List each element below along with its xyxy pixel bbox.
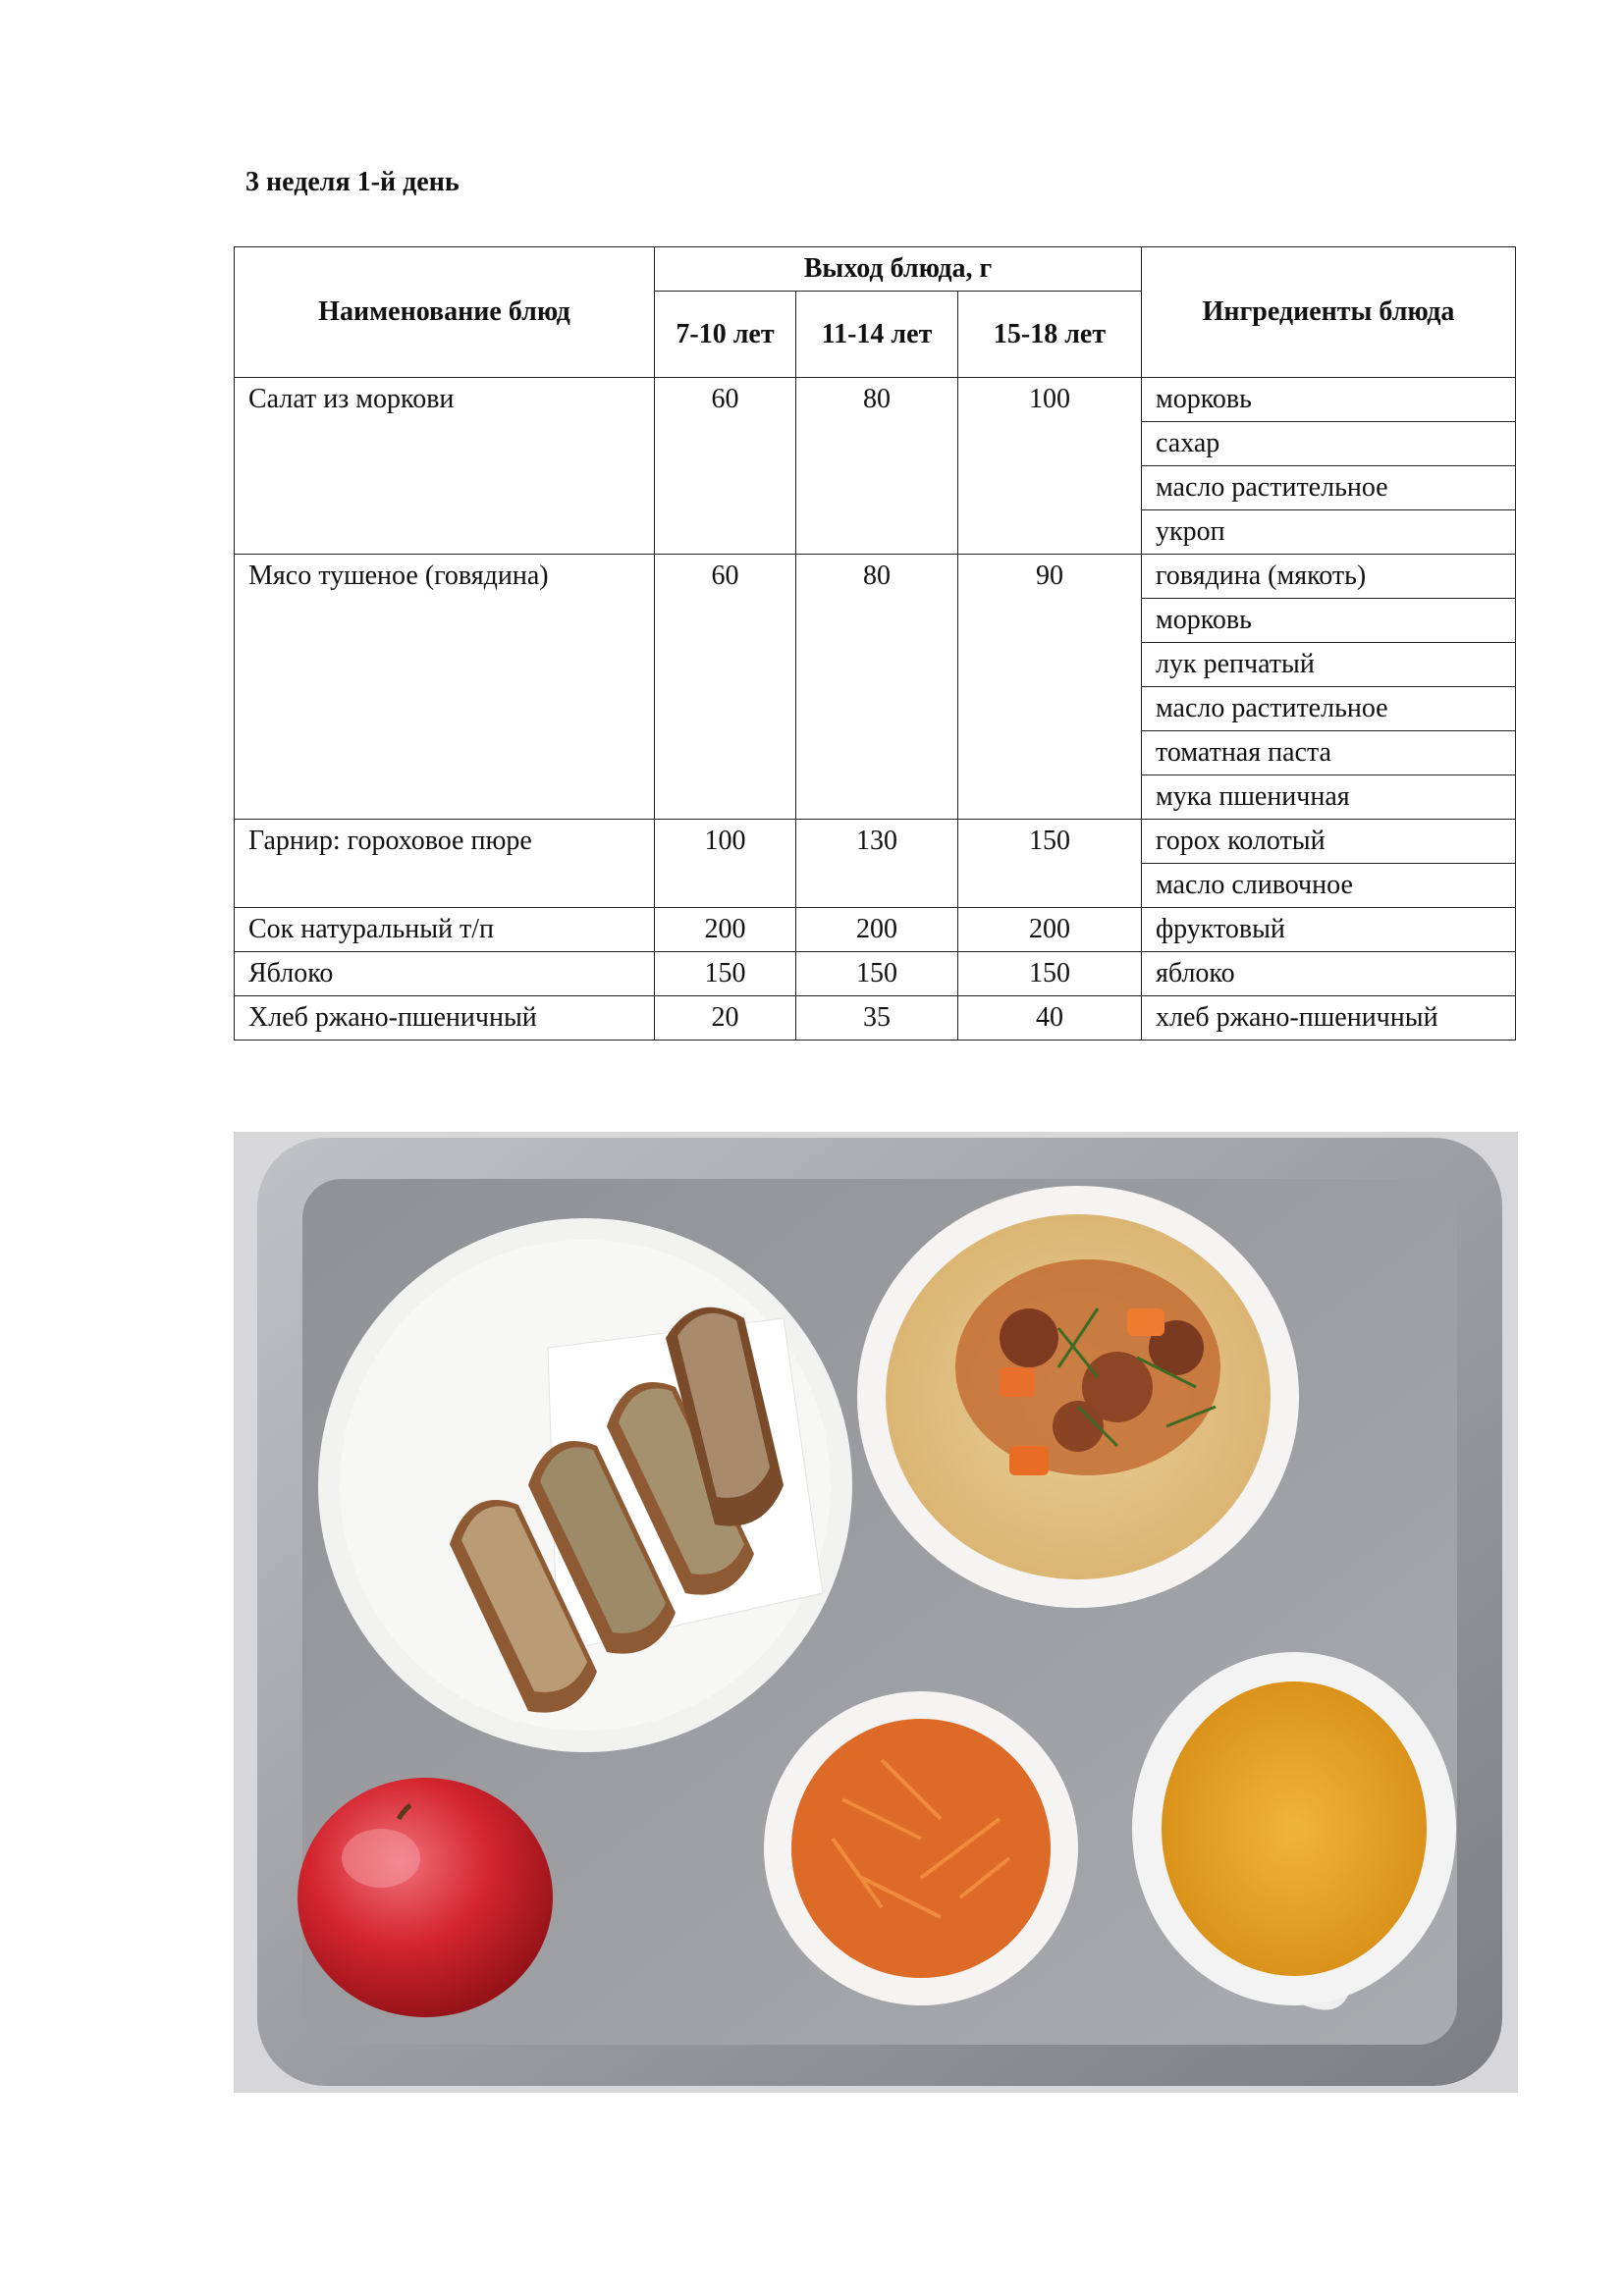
yield-11-14: 200: [796, 908, 958, 952]
yield-15-18: 100: [958, 378, 1142, 555]
header-ingredients: Ингредиенты блюда: [1142, 247, 1516, 378]
yield-11-14: 130: [796, 820, 958, 908]
ingredient: укроп: [1142, 510, 1516, 555]
dish-name: Сок натуральный т/п: [235, 908, 655, 952]
ingredient: масло растительное: [1142, 466, 1516, 510]
yield-15-18: 90: [958, 555, 1142, 820]
yield-7-10: 60: [655, 555, 796, 820]
header-age-7-10: 7-10 лет: [655, 292, 796, 378]
page-title: 3 неделя 1-й день: [245, 167, 460, 197]
yield-15-18: 40: [958, 996, 1142, 1041]
ingredient: хлеб ржано-пшеничный: [1142, 996, 1516, 1041]
salad-bowl: [764, 1691, 1078, 2005]
header-yield: Выход блюда, г: [655, 247, 1142, 292]
ingredient: говядина (мякоть): [1142, 555, 1516, 599]
ingredient: масло растительное: [1142, 687, 1516, 731]
yield-11-14: 80: [796, 378, 958, 555]
dish-name: Хлеб ржано-пшеничный: [235, 996, 655, 1041]
dish-name: Мясо тушеное (говядина): [235, 555, 655, 820]
meal-photo: [234, 1132, 1518, 2093]
table-row: [235, 378, 1516, 422]
ingredient: сахар: [1142, 422, 1516, 466]
header-age-11-14: 11-14 лет: [796, 292, 958, 378]
yield-11-14: 35: [796, 996, 958, 1041]
yield-15-18: 150: [958, 952, 1142, 996]
yield-15-18: 150: [958, 820, 1142, 908]
ingredient: морковь: [1142, 378, 1516, 422]
header-dish-name: Наименование блюд: [235, 247, 655, 378]
table-row: [235, 996, 1516, 1041]
bread-plate: [318, 1218, 852, 1752]
ingredient: мука пшеничная: [1142, 775, 1516, 820]
yield-15-18: 200: [958, 908, 1142, 952]
ingredient: морковь: [1142, 599, 1516, 643]
stew-bowl: [857, 1186, 1299, 1608]
dish-name: Яблоко: [235, 952, 655, 996]
dish-name: Салат из моркови: [235, 378, 655, 555]
apple: [298, 1778, 553, 2017]
yield-11-14: 150: [796, 952, 958, 996]
ingredient: яблоко: [1142, 952, 1516, 996]
ingredient: горох колотый: [1142, 820, 1516, 864]
menu-table: [234, 246, 1516, 1041]
table-row: [235, 555, 1516, 599]
ingredient: лук репчатый: [1142, 643, 1516, 687]
yield-7-10: 100: [655, 820, 796, 908]
header-age-15-18: 15-18 лет: [958, 292, 1142, 378]
yield-7-10: 200: [655, 908, 796, 952]
table-row: [235, 820, 1516, 864]
ingredient: фруктовый: [1142, 908, 1516, 952]
table-row: [235, 952, 1516, 996]
table-row: [235, 908, 1516, 952]
ingredient: масло сливочное: [1142, 864, 1516, 908]
ingredient: томатная паста: [1142, 731, 1516, 775]
yield-7-10: 20: [655, 996, 796, 1041]
yield-11-14: 80: [796, 555, 958, 820]
yield-7-10: 60: [655, 378, 796, 555]
dish-name: Гарнир: гороховое пюре: [235, 820, 655, 908]
yield-7-10: 150: [655, 952, 796, 996]
